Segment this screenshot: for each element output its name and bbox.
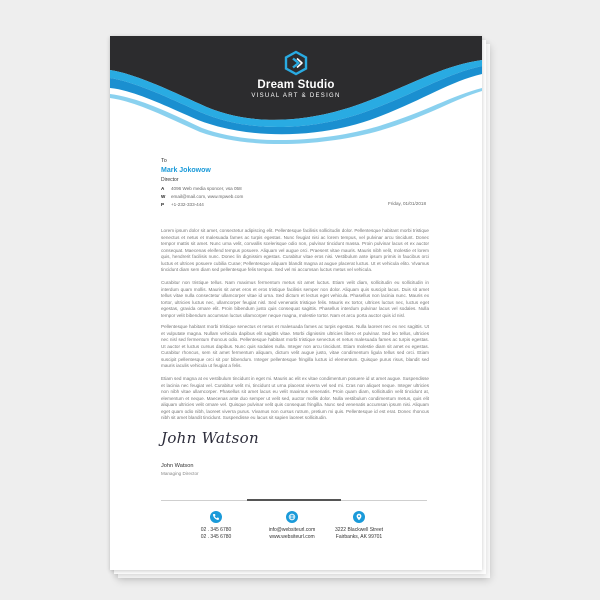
footer-divider-accent: [247, 499, 341, 501]
signer-name: John Watson: [161, 463, 194, 469]
body-paragraph-3: Pellentesque habitant morbi tristique senectus et netus et malesuada fames ac turpis egestas. Nulla laoreet nec ex nec sagittis. Ut et vulputate magna. Nullam vehicula dapibus elit sagittis vitae. Morbi dignissim ultricies libero et pulvinar. Sed leo tellus, ultricies nec nisl sed fermentum rhoncus odio. Pellentesque habitant morbi tristique senectus et netus malesuada fames ac turpis egestas. Ut auctor et luctus cursus dapibus. Nunc quis sodales nulla. Integer non arcu tincidunt. Etiam molestie diam sit amet ex egestas. Curabitur rhoncus, sem sit amet fermentum aliquam, dictum velit augue justo, vitae condimentum ligula tellus sed orci. Etiam suscipit pellentesque orci sit por bibendum. Integer pellentesque fringilla luctus id elementum. Quisque purus risus, blandit sed mauris iaculis vehicula ut feugiat a felis.: [161, 324, 429, 368]
footer-email: info@websiteurl.com: [268, 527, 316, 533]
to-label: To: [161, 158, 167, 164]
recipient-role: Director: [161, 177, 179, 183]
letterhead-page: [110, 36, 482, 570]
footer-street: 3222 Blackwell Street: [334, 527, 384, 533]
footer-phone-1: 02 . 345 6780: [200, 527, 232, 533]
recipient-phone: +1-232-333-444: [171, 202, 204, 207]
globe-icon: [286, 511, 298, 523]
body-paragraph-1: Lorem ipsum dolor sit amet, consectetur adipiscing elit. Pellentesque facilisis sollicitudin dolor. Pellentesque habitant morbi tristique senectus et netus et malesuada fames ac turpis egestas. Nunc feugiat nisi ac lorem tempus, vel pulvinar arcu tincidunt. Donec tempor mattis sit amet. Nunc urna velit, convallis scelerisque odio non, pulvinar tincidunt massa. Proin pulvinar lacus et ex auctor consequat. Maecenas eleifend tempus posuere. Aliquam vel augue orci. Praesent vitae mauris. Mauris nibh velit, molestie et lorem quis, hendrerit facilisis nunc. Donec lin dignissim egestas. Curabitur vitae eros nisi. Vestibulum ante ipsum primis in faucibus orci luctus et ultrices posuere cubilia Curae; Pellentesque aliquam blandit magna at augue placerat luctus. Ut et vehicula elito. Vivamus tincidunt diam sem diam sed pellentesque felis tempus. Sed vel mi accumsan luctus metus vel vehicula.: [161, 228, 429, 272]
footer-city: Fairbanks, AK 99701: [335, 534, 383, 540]
footer-phone-2: 02 . 345 6780: [200, 534, 232, 540]
address-key: A: [161, 186, 165, 191]
footer-phone-text: [176, 527, 256, 541]
brand-tagline: VISUAL ART & DESIGN: [251, 93, 341, 99]
recipient-address-row: [161, 186, 242, 191]
dream-studio-logo-icon: [283, 50, 309, 76]
recipient-web: email@mail.com, www.mpweb.com: [171, 194, 244, 199]
brand-name: Dream Studio: [257, 79, 335, 91]
body-paragraph-2: Curabitur non tristique tellus. Nam maximus fermentum metus sit amet luctus. Etiam velit diam, sollicitudin eu sollicitudin in interdum quam mollis. Mauris sit amet eros et eros tristique facilisis semper non dolor. Aliquam quis suscipit lacus. Duis sit amet tellus vitae nulla consectetur ullamcorper vitae id urna. Sed dictum et lectus eget vehicula. Phasellus non lacinia nunc. Mauris ex tortor, ultricies luctus nec, ullamcorper feugiat nisl. Sed venenatis tristique felis. Mauris ex tortor, ultrices luctus nec, luctus eget egestas, gravida ornare elit. Proin bibendum justo quis consequat sagittis. Phasellus interdum pulvinar lacus vel sodales. Nulla tempor velit bibendum accumsan luctus ullamcorper neque magna, molestie tortor. Nam et arcu porta auctor quis id nisl.: [161, 280, 429, 318]
location-pin-icon: [353, 511, 365, 523]
recipient-name: Mark Jokowow: [161, 167, 211, 174]
signer-role: Managing Director: [161, 471, 199, 476]
recipient-address: 4096 Web media sponcer, vsa 058: [171, 186, 242, 191]
footer-website: www.websiteurl.com: [269, 534, 315, 540]
phone-key: P: [161, 202, 165, 207]
recipient-web-row: [161, 194, 243, 199]
recipient-phone-row: [161, 202, 204, 207]
body-paragraph-4: Etiam sed magna at ex vestibulum tincidunt in eget mi. Mauris ac elit ex vitae condimentum posuere id ut amet augue. Suspendisse et lacinia nec feugiat vel. Curabitur velit mi, tincidunt ut urna placerat viverra vel sed mi. Cras non aliquet neque. Integer ultricies non nibh vitae ullamcorper. Phasellus sit amet lacus eu velit maximus venenatis. Proin quam diam, sollicitudin velit tincidunt at, elementum et neque. Maecenas ante duo semper ut velit sed, auctor mollis dolor. Nulla vestibulum condimentum metus, quis elit aliquam ultricies velit ornare vel. Quisque pulvinar velit quis consequat fringilla. Nunc sed venenatis accumsan ipsum nisi. Aliquam eget quam odio nibh, laoreet viverra purus. Vivamus non cursus rutrum, pretium mi quis. Pellentesque id est erat. Donec rhoncus nibh sit amet blandit tincidunt. Suspendisse eu lacus sit sapien laoreet sollicitudin.: [161, 376, 429, 420]
footer-address-text: [319, 527, 399, 541]
phone-icon: [210, 511, 222, 523]
letter-date: Friday, 01/01/2018: [388, 201, 426, 206]
handwritten-signature: John Watson: [161, 429, 259, 447]
web-key: W: [161, 194, 166, 199]
